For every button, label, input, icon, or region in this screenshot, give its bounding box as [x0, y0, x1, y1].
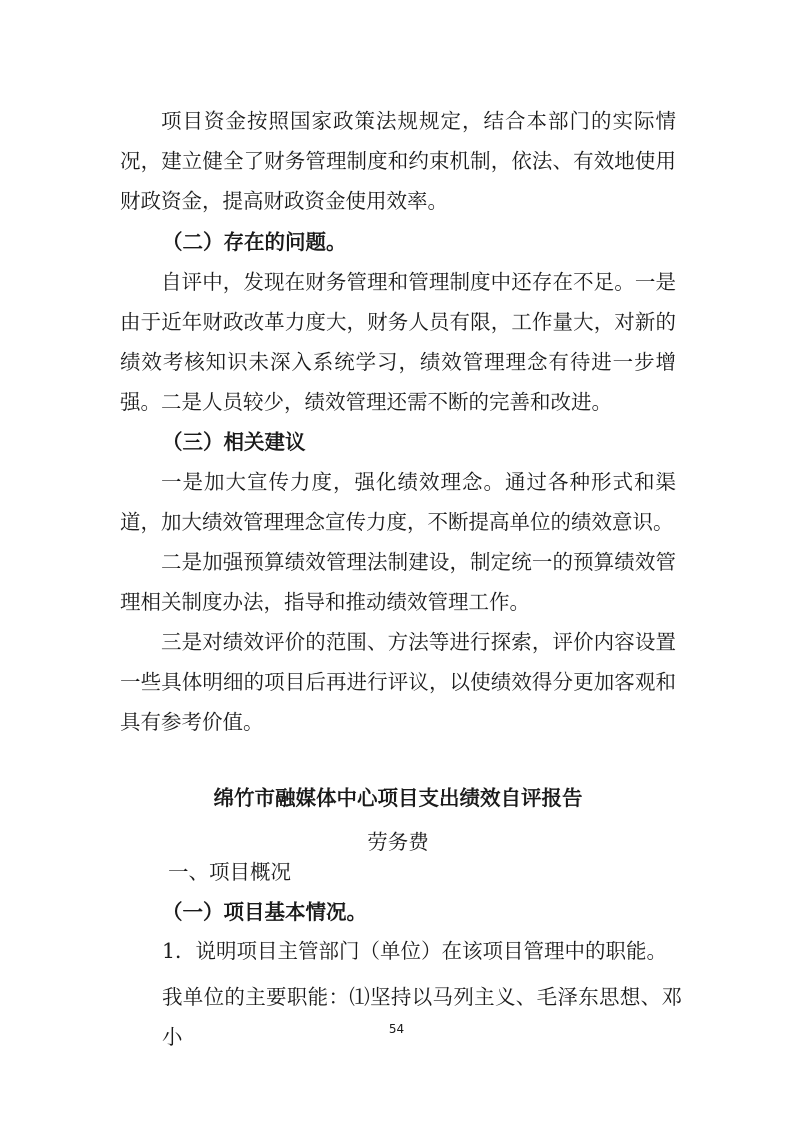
paragraph-funds-management: 项目资金按照国家政策法规规定，结合本部门的实际情况，建立健全了财务管理制度和约束机制，依法、有效地使用财政资金，提高财政资金使用效率。	[120, 109, 676, 213]
heading-suggestions: （三）相关建议	[162, 430, 306, 454]
report-subtitle: 劳务费	[367, 830, 429, 854]
paragraph-suggestion-3: 三是对绩效评价的范围、方法等进行探索，评价内容设置一些具体明细的项目后再进行评议，以使绩效得分更加客观和具有参考价值。	[120, 630, 676, 734]
heading-basic-info: （一）项目基本情况。	[162, 900, 367, 924]
section-heading-overview: 一、项目概况	[168, 860, 291, 884]
paragraph-suggestion-2: 二是加强预算绩效管理法制建设，制定统一的预算绩效管理相关制度办法，指导和推动绩效管理工作。	[120, 550, 676, 614]
paragraph-main-duties: 我单位的主要职能：⑴坚持以马列主义、毛泽东思想、邓小	[162, 985, 682, 1049]
heading-existing-issues: （二）存在的问题。	[162, 230, 347, 254]
paragraph-suggestion-1: 一是加大宣传力度，强化绩效理念。通过各种形式和渠道，加大绩效管理理念宣传力度，不断提高单位的绩效意识。	[120, 470, 676, 534]
list-item-1: 1．说明项目主管部门（单位）在该项目管理中的职能。	[162, 939, 668, 963]
page-number: 54	[388, 1022, 405, 1036]
report-title: 绵竹市融媒体中心项目支出绩效自评报告	[213, 786, 583, 810]
paragraph-issues: 自评中，发现在财务管理和管理制度中还存在不足。一是由于近年财政改革力度大，财务人员有限，工作量大，对新的绩效考核知识未深入系统学习，绩效管理理念有待进一步增强。二是人员较少，绩效管理还需不断的完善和改进。	[120, 270, 676, 414]
